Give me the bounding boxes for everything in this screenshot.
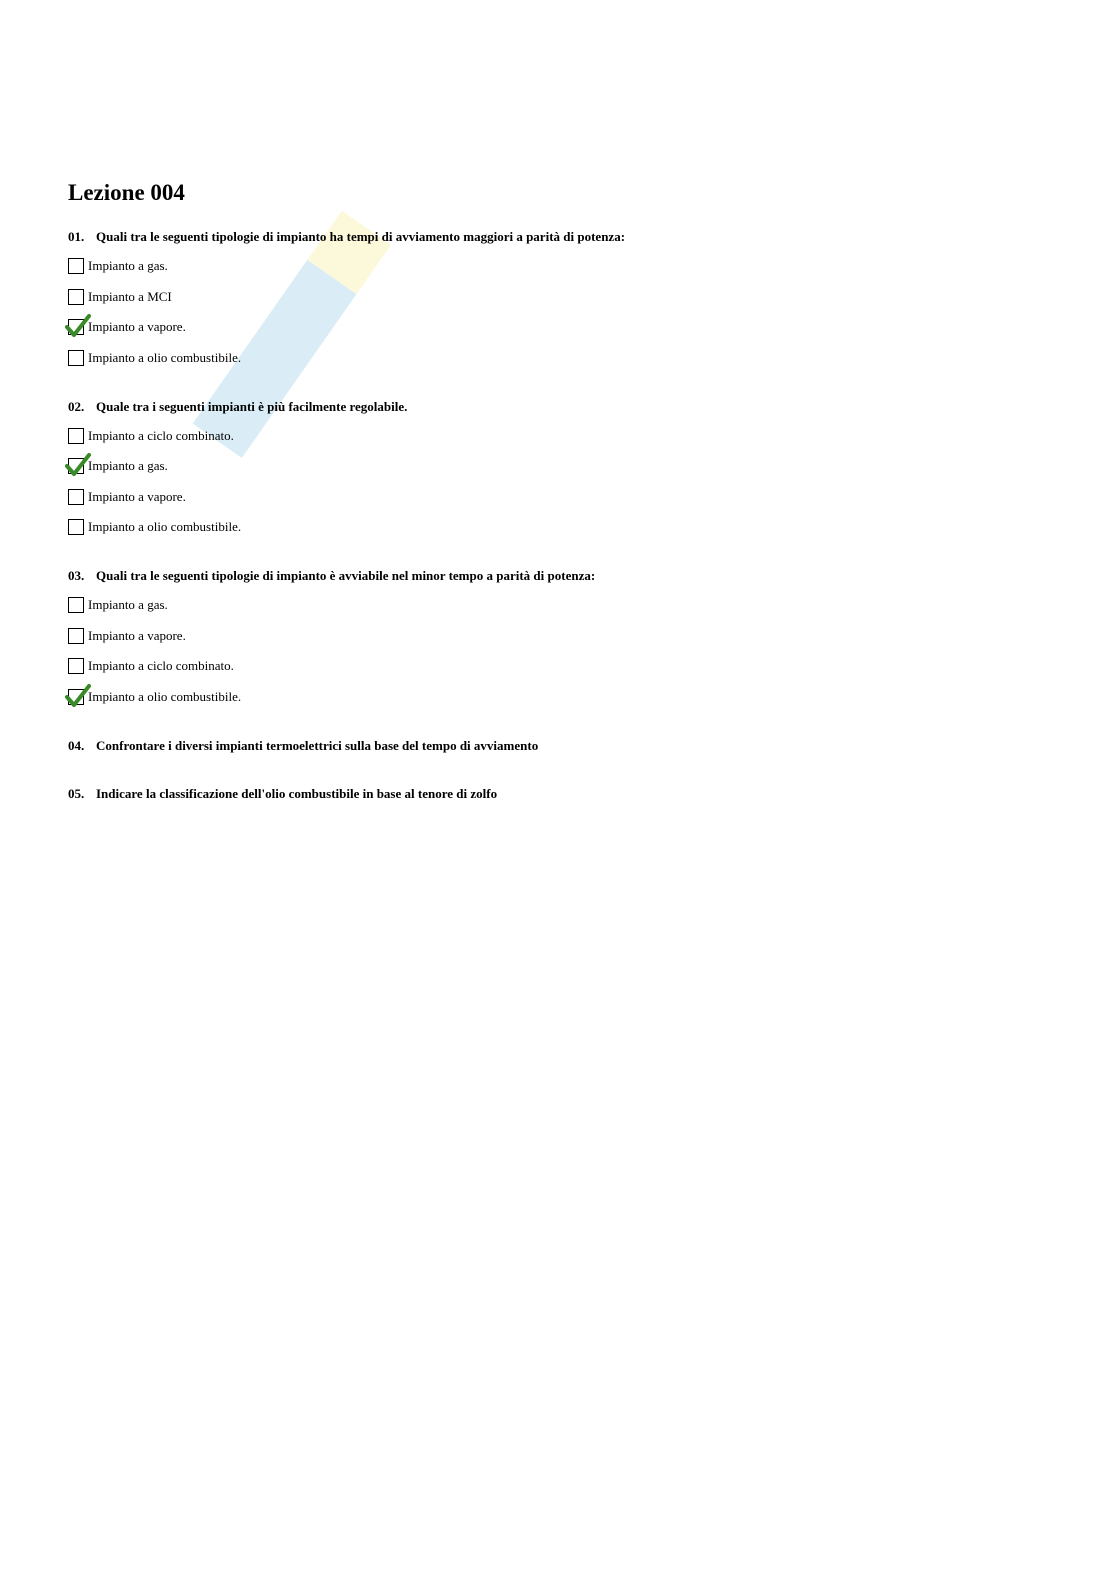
answer-option[interactable] xyxy=(68,256,1048,276)
checkbox[interactable] xyxy=(68,519,84,535)
option-label: Impianto a gas. xyxy=(88,597,168,612)
answer-option[interactable] xyxy=(68,656,1048,676)
question-5 xyxy=(68,785,1048,803)
question-prompt: Indicare la classificazione dell'olio combustibile in base al tenore di zolfo xyxy=(96,785,498,801)
checkbox[interactable] xyxy=(68,489,84,505)
answer-option[interactable] xyxy=(68,348,1048,368)
answer-option[interactable] xyxy=(68,456,1048,476)
question-text xyxy=(68,228,1048,246)
question-text xyxy=(68,785,1048,803)
question-1 xyxy=(68,228,1048,368)
question-number: 04. xyxy=(68,737,85,753)
answer-option[interactable] xyxy=(68,687,1048,707)
question-prompt: Confrontare i diversi impianti termoelettrici sulla base del tempo di avviamento xyxy=(96,737,539,753)
document-page xyxy=(68,178,1048,833)
option-label: Impianto a vapore. xyxy=(88,488,186,504)
question-prompt: Quali tra le seguenti tipologie di impianto è avviabile nel minor tempo a parità di potenza: xyxy=(96,568,596,583)
question-2 xyxy=(68,398,1048,538)
option-label: Impianto a ciclo combinato. xyxy=(88,658,234,673)
question-text xyxy=(68,737,1048,755)
option-label: Impianto a olio combustibile. xyxy=(88,519,242,534)
option-label: Impianto a gas. xyxy=(88,258,168,273)
checkmark-icon xyxy=(64,452,92,478)
checkbox[interactable] xyxy=(68,289,84,305)
question-number: 05. xyxy=(68,785,85,801)
answer-option[interactable] xyxy=(68,287,1048,307)
answer-option[interactable] xyxy=(68,317,1048,337)
checkbox[interactable] xyxy=(68,658,84,674)
question-prompt: Quale tra i seguenti impianti è più facilmente regolabile. xyxy=(96,398,408,414)
question-number: 03. xyxy=(68,568,85,583)
question-text xyxy=(68,398,1048,416)
option-label: Impianto a MCI xyxy=(88,288,172,304)
checkbox[interactable] xyxy=(68,350,84,366)
option-label: Impianto a vapore. xyxy=(88,627,186,643)
checkmark-icon xyxy=(64,683,92,709)
answer-option[interactable] xyxy=(68,595,1048,615)
option-label: Impianto a olio combustibile. xyxy=(88,349,242,365)
option-label: Impianto a gas. xyxy=(88,458,168,473)
question-number: 02. xyxy=(68,398,85,414)
question-number: 01. xyxy=(68,229,85,244)
lesson-title: Lezione 004 xyxy=(68,180,185,205)
answer-option[interactable] xyxy=(68,487,1048,507)
question-text xyxy=(68,567,1048,585)
checkbox[interactable] xyxy=(68,258,84,274)
question-3 xyxy=(68,567,1048,707)
option-label: Impianto a ciclo combinato. xyxy=(88,427,234,443)
question-prompt: Quali tra le seguenti tipologie di impianto ha tempi di avviamento maggiori a parità di potenza: xyxy=(96,229,626,244)
answer-option[interactable] xyxy=(68,517,1048,537)
checkbox[interactable] xyxy=(68,428,84,444)
answer-option[interactable] xyxy=(68,426,1048,446)
option-label: Impianto a vapore. xyxy=(88,319,186,334)
checkbox[interactable] xyxy=(68,597,84,613)
checkmark-icon xyxy=(64,313,92,339)
question-4 xyxy=(68,737,1048,755)
option-label: Impianto a olio combustibile. xyxy=(88,688,242,704)
answer-option[interactable] xyxy=(68,626,1048,646)
checkbox[interactable] xyxy=(68,628,84,644)
